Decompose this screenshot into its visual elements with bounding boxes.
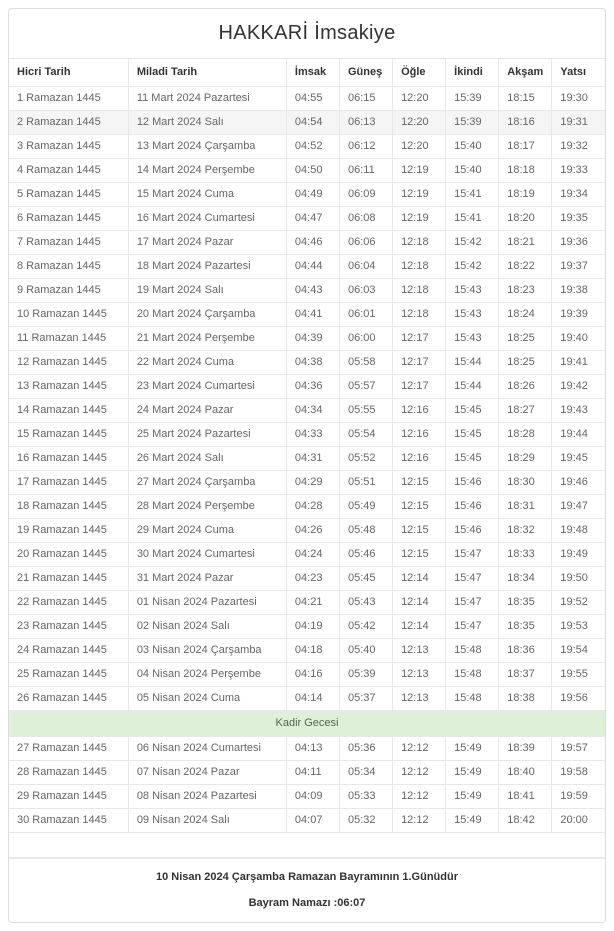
imsak-cell: 04:23 [286,567,339,591]
ikindi-cell: 15:46 [446,471,499,495]
imsak-cell: 04:28 [286,495,339,519]
hicri-date-cell: 18 Ramazan 1445 [9,495,128,519]
table-row [9,183,605,207]
aksam-cell: 18:35 [499,591,552,615]
gunes-cell: 05:39 [339,663,392,687]
table-row [9,231,605,255]
empty-cell [9,833,605,858]
hicri-date-cell: 22 Ramazan 1445 [9,591,128,615]
gunes-cell: 05:51 [339,471,392,495]
gunes-cell: 05:57 [339,375,392,399]
gunes-cell: 05:49 [339,495,392,519]
miladi-date-cell: 07 Nisan 2024 Pazar [128,761,286,785]
hicri-date-cell: 5 Ramazan 1445 [9,183,128,207]
ogle-cell: 12:20 [393,135,446,159]
hicri-date-cell: 25 Ramazan 1445 [9,663,128,687]
ikindi-cell: 15:46 [446,519,499,543]
aksam-cell: 18:31 [499,495,552,519]
ogle-cell: 12:16 [393,447,446,471]
aksam-cell: 18:38 [499,687,552,711]
ikindi-cell: 15:42 [446,255,499,279]
table-row [9,687,605,711]
ikindi-cell: 15:40 [446,135,499,159]
imsakiye-table [9,58,605,858]
ogle-cell: 12:19 [393,183,446,207]
ikindi-cell: 15:45 [446,423,499,447]
hicri-date-cell: 12 Ramazan 1445 [9,351,128,375]
miladi-date-cell: 16 Mart 2024 Cumartesi [128,207,286,231]
gunes-cell: 06:01 [339,303,392,327]
imsak-cell: 04:46 [286,231,339,255]
ogle-cell: 12:20 [393,111,446,135]
table-row [9,543,605,567]
gunes-cell: 05:36 [339,737,392,761]
imsak-cell: 04:41 [286,303,339,327]
gunes-cell: 06:03 [339,279,392,303]
table-row [9,495,605,519]
yatsi-cell: 19:50 [552,567,605,591]
hicri-date-cell: 21 Ramazan 1445 [9,567,128,591]
hicri-date-cell: 27 Ramazan 1445 [9,737,128,761]
hicri-date-cell: 28 Ramazan 1445 [9,761,128,785]
table-row [9,135,605,159]
hicri-date-cell: 19 Ramazan 1445 [9,519,128,543]
aksam-cell: 18:17 [499,135,552,159]
ogle-cell: 12:17 [393,327,446,351]
aksam-cell: 18:16 [499,111,552,135]
aksam-cell: 18:27 [499,399,552,423]
gunes-cell: 06:04 [339,255,392,279]
miladi-date-cell: 22 Mart 2024 Cuma [128,351,286,375]
hicri-date-cell: 24 Ramazan 1445 [9,639,128,663]
yatsi-cell: 19:34 [552,183,605,207]
imsak-cell: 04:52 [286,135,339,159]
imsak-cell: 04:14 [286,687,339,711]
kadir-gecesi-row [9,711,605,737]
imsak-cell: 04:54 [286,111,339,135]
ogle-cell: 12:13 [393,639,446,663]
imsak-cell: 04:24 [286,543,339,567]
ikindi-cell: 15:41 [446,183,499,207]
table-row [9,761,605,785]
hicri-date-cell: 2 Ramazan 1445 [9,111,128,135]
ikindi-cell: 15:47 [446,567,499,591]
ikindi-cell: 15:45 [446,399,499,423]
hicri-date-cell: 9 Ramazan 1445 [9,279,128,303]
gunes-cell: 05:58 [339,351,392,375]
table-header [9,59,605,87]
ikindi-cell: 15:48 [446,639,499,663]
table-row [9,423,605,447]
aksam-cell: 18:25 [499,327,552,351]
miladi-date-cell: 21 Mart 2024 Perşembe [128,327,286,351]
gunes-cell: 05:54 [339,423,392,447]
miladi-date-cell: 29 Mart 2024 Cuma [128,519,286,543]
ikindi-cell: 15:49 [446,761,499,785]
aksam-cell: 18:20 [499,207,552,231]
yatsi-cell: 19:47 [552,495,605,519]
gunes-cell: 05:43 [339,591,392,615]
yatsi-cell: 19:56 [552,687,605,711]
table-row [9,447,605,471]
ogle-cell: 12:18 [393,255,446,279]
imsak-cell: 04:31 [286,447,339,471]
ogle-cell: 12:12 [393,785,446,809]
yatsi-cell: 19:37 [552,255,605,279]
gunes-cell: 06:13 [339,111,392,135]
aksam-cell: 18:34 [499,567,552,591]
imsak-cell: 04:11 [286,761,339,785]
hicri-date-cell: 6 Ramazan 1445 [9,207,128,231]
aksam-cell: 18:32 [499,519,552,543]
miladi-date-cell: 18 Mart 2024 Pazartesi [128,255,286,279]
table-row [9,159,605,183]
imsak-cell: 04:55 [286,87,339,111]
imsak-cell: 04:47 [286,207,339,231]
imsak-cell: 04:18 [286,639,339,663]
column-header-hicri-tarih: Hicri Tarih [9,59,128,87]
column-header-imsak: İmsak [286,59,339,87]
imsak-cell: 04:09 [286,785,339,809]
bayram-namazi-time: Bayram Namazı :06:07 [248,897,366,909]
aksam-cell: 18:22 [499,255,552,279]
hicri-date-cell: 15 Ramazan 1445 [9,423,128,447]
ikindi-cell: 15:46 [446,495,499,519]
gunes-cell: 06:08 [339,207,392,231]
ogle-cell: 12:18 [393,231,446,255]
imsakiye-card [8,8,606,923]
imsak-cell: 04:26 [286,519,339,543]
ogle-cell: 12:14 [393,591,446,615]
gunes-cell: 06:11 [339,159,392,183]
ikindi-cell: 15:44 [446,375,499,399]
ogle-cell: 12:12 [393,809,446,833]
yatsi-cell: 19:30 [552,87,605,111]
empty-row [9,833,605,858]
miladi-date-cell: 27 Mart 2024 Çarşamba [128,471,286,495]
ogle-cell: 12:18 [393,303,446,327]
yatsi-cell: 19:59 [552,785,605,809]
kadir-gecesi-label: Kadir Gecesi [9,711,605,737]
spacer-section [9,833,605,858]
column-header-aksam: Akşam [499,59,552,87]
ogle-cell: 12:15 [393,519,446,543]
hicri-date-cell: 14 Ramazan 1445 [9,399,128,423]
aksam-cell: 18:24 [499,303,552,327]
imsak-cell: 04:07 [286,809,339,833]
imsak-cell: 04:43 [286,279,339,303]
yatsi-cell: 19:58 [552,761,605,785]
miladi-date-cell: 13 Mart 2024 Çarşamba [128,135,286,159]
table-row [9,809,605,833]
miladi-date-cell: 02 Nisan 2024 Salı [128,615,286,639]
ikindi-cell: 15:40 [446,159,499,183]
header-row [9,59,605,87]
bayram-note: 10 Nisan 2024 Çarşamba Ramazan Bayramının 1.Günüdür [155,871,458,883]
yatsi-cell: 19:54 [552,639,605,663]
gunes-cell: 05:45 [339,567,392,591]
yatsi-cell: 19:43 [552,399,605,423]
ikindi-cell: 15:49 [446,785,499,809]
hicri-date-cell: 29 Ramazan 1445 [9,785,128,809]
yatsi-cell: 19:32 [552,135,605,159]
imsak-cell: 04:36 [286,375,339,399]
imsak-cell: 04:49 [286,183,339,207]
column-header-ikindi: İkindi [446,59,499,87]
ikindi-cell: 15:43 [446,279,499,303]
rows-after-kadir [9,737,605,833]
hicri-date-cell: 3 Ramazan 1445 [9,135,128,159]
ikindi-cell: 15:48 [446,663,499,687]
ikindi-cell: 15:48 [446,687,499,711]
miladi-date-cell: 01 Nisan 2024 Pazartesi [128,591,286,615]
ikindi-cell: 15:49 [446,809,499,833]
table-row [9,591,605,615]
gunes-cell: 05:40 [339,639,392,663]
miladi-date-cell: 04 Nisan 2024 Perşembe [128,663,286,687]
aksam-cell: 18:15 [499,87,552,111]
gunes-cell: 05:48 [339,519,392,543]
aksam-cell: 18:25 [499,351,552,375]
aksam-cell: 18:39 [499,737,552,761]
imsak-cell: 04:19 [286,615,339,639]
aksam-cell: 18:26 [499,375,552,399]
table-row [9,87,605,111]
imsak-cell: 04:21 [286,591,339,615]
ogle-cell: 12:16 [393,399,446,423]
ikindi-cell: 15:41 [446,207,499,231]
ikindi-cell: 15:43 [446,303,499,327]
yatsi-cell: 19:57 [552,737,605,761]
ikindi-cell: 15:47 [446,543,499,567]
ogle-cell: 12:17 [393,351,446,375]
table-row [9,351,605,375]
ogle-cell: 12:14 [393,567,446,591]
hicri-date-cell: 16 Ramazan 1445 [9,447,128,471]
yatsi-cell: 19:46 [552,471,605,495]
hicri-date-cell: 7 Ramazan 1445 [9,231,128,255]
hicri-date-cell: 23 Ramazan 1445 [9,615,128,639]
miladi-date-cell: 23 Mart 2024 Cumartesi [128,375,286,399]
gunes-cell: 05:55 [339,399,392,423]
table-row [9,399,605,423]
miladi-date-cell: 24 Mart 2024 Pazar [128,399,286,423]
hicri-date-cell: 1 Ramazan 1445 [9,87,128,111]
table-row [9,615,605,639]
table-row [9,207,605,231]
gunes-cell: 05:42 [339,615,392,639]
hicri-date-cell: 8 Ramazan 1445 [9,255,128,279]
ikindi-cell: 15:44 [446,351,499,375]
table-row [9,279,605,303]
table-row [9,639,605,663]
table-row [9,375,605,399]
gunes-cell: 06:00 [339,327,392,351]
ogle-cell: 12:20 [393,87,446,111]
yatsi-cell: 19:55 [552,663,605,687]
ikindi-cell: 15:42 [446,231,499,255]
gunes-cell: 05:33 [339,785,392,809]
hicri-date-cell: 4 Ramazan 1445 [9,159,128,183]
ikindi-cell: 15:47 [446,591,499,615]
aksam-cell: 18:40 [499,761,552,785]
gunes-cell: 05:37 [339,687,392,711]
hicri-date-cell: 30 Ramazan 1445 [9,809,128,833]
yatsi-cell: 20:00 [552,809,605,833]
aksam-cell: 18:41 [499,785,552,809]
yatsi-cell: 19:31 [552,111,605,135]
ikindi-cell: 15:39 [446,111,499,135]
aksam-cell: 18:28 [499,423,552,447]
yatsi-cell: 19:44 [552,423,605,447]
ogle-cell: 12:16 [393,423,446,447]
ogle-cell: 12:17 [393,375,446,399]
imsak-cell: 04:39 [286,327,339,351]
aksam-cell: 18:21 [499,231,552,255]
hicri-date-cell: 26 Ramazan 1445 [9,687,128,711]
gunes-cell: 05:52 [339,447,392,471]
yatsi-cell: 19:53 [552,615,605,639]
ikindi-cell: 15:47 [446,615,499,639]
gunes-cell: 05:34 [339,761,392,785]
column-header-ogle: Öğle [393,59,446,87]
column-header-miladi-tarih: Miladi Tarih [128,59,286,87]
column-header-yatsi: Yatsı [552,59,605,87]
yatsi-cell: 19:35 [552,207,605,231]
yatsi-cell: 19:39 [552,303,605,327]
miladi-date-cell: 03 Nisan 2024 Çarşamba [128,639,286,663]
aksam-cell: 18:29 [499,447,552,471]
imsak-cell: 04:50 [286,159,339,183]
hicri-date-cell: 11 Ramazan 1445 [9,327,128,351]
yatsi-cell: 19:45 [552,447,605,471]
table-row [9,663,605,687]
imsak-cell: 04:38 [286,351,339,375]
hicri-date-cell: 13 Ramazan 1445 [9,375,128,399]
gunes-cell: 05:46 [339,543,392,567]
miladi-date-cell: 15 Mart 2024 Cuma [128,183,286,207]
miladi-date-cell: 25 Mart 2024 Pazartesi [128,423,286,447]
aksam-cell: 18:18 [499,159,552,183]
ikindi-cell: 15:43 [446,327,499,351]
rows-before-kadir [9,87,605,711]
ogle-cell: 12:18 [393,279,446,303]
ogle-cell: 12:15 [393,543,446,567]
ogle-cell: 12:12 [393,737,446,761]
yatsi-cell: 19:41 [552,351,605,375]
ogle-cell: 12:19 [393,207,446,231]
hicri-date-cell: 10 Ramazan 1445 [9,303,128,327]
ogle-cell: 12:14 [393,615,446,639]
imsak-cell: 04:34 [286,399,339,423]
table-footer [9,858,605,922]
miladi-date-cell: 19 Mart 2024 Salı [128,279,286,303]
ogle-cell: 12:12 [393,761,446,785]
miladi-date-cell: 12 Mart 2024 Salı [128,111,286,135]
yatsi-cell: 19:52 [552,591,605,615]
aksam-cell: 18:23 [499,279,552,303]
imsak-cell: 04:33 [286,423,339,447]
aksam-cell: 18:42 [499,809,552,833]
aksam-cell: 18:35 [499,615,552,639]
page-title: HAKKARİ İmsakiye [218,22,396,44]
aksam-cell: 18:37 [499,663,552,687]
ikindi-cell: 15:45 [446,447,499,471]
yatsi-cell: 19:42 [552,375,605,399]
ogle-cell: 12:15 [393,471,446,495]
hicri-date-cell: 20 Ramazan 1445 [9,543,128,567]
miladi-date-cell: 28 Mart 2024 Perşembe [128,495,286,519]
yatsi-cell: 19:49 [552,543,605,567]
miladi-date-cell: 06 Nisan 2024 Cumartesi [128,737,286,761]
table-row [9,111,605,135]
column-header-gunes: Güneş [339,59,392,87]
yatsi-cell: 19:38 [552,279,605,303]
gunes-cell: 05:32 [339,809,392,833]
miladi-date-cell: 05 Nisan 2024 Cuma [128,687,286,711]
aksam-cell: 18:36 [499,639,552,663]
hicri-date-cell: 17 Ramazan 1445 [9,471,128,495]
gunes-cell: 06:09 [339,183,392,207]
miladi-date-cell: 09 Nisan 2024 Salı [128,809,286,833]
table-row [9,327,605,351]
yatsi-cell: 19:48 [552,519,605,543]
ogle-cell: 12:19 [393,159,446,183]
miladi-date-cell: 11 Mart 2024 Pazartesi [128,87,286,111]
miladi-date-cell: 30 Mart 2024 Cumartesi [128,543,286,567]
table-row [9,471,605,495]
miladi-date-cell: 26 Mart 2024 Salı [128,447,286,471]
imsak-cell: 04:16 [286,663,339,687]
table-row [9,737,605,761]
yatsi-cell: 19:33 [552,159,605,183]
table-row [9,519,605,543]
miladi-date-cell: 08 Nisan 2024 Pazartesi [128,785,286,809]
table-row [9,303,605,327]
gunes-cell: 06:15 [339,87,392,111]
miladi-date-cell: 14 Mart 2024 Perşembe [128,159,286,183]
yatsi-cell: 19:36 [552,231,605,255]
ogle-cell: 12:15 [393,495,446,519]
aksam-cell: 18:33 [499,543,552,567]
imsak-cell: 04:44 [286,255,339,279]
miladi-date-cell: 31 Mart 2024 Pazar [128,567,286,591]
gunes-cell: 06:06 [339,231,392,255]
table-row [9,255,605,279]
aksam-cell: 18:30 [499,471,552,495]
table-row [9,567,605,591]
ogle-cell: 12:13 [393,687,446,711]
ogle-cell: 12:13 [393,663,446,687]
ikindi-cell: 15:49 [446,737,499,761]
ikindi-cell: 15:39 [446,87,499,111]
aksam-cell: 18:19 [499,183,552,207]
gunes-cell: 06:12 [339,135,392,159]
miladi-date-cell: 20 Mart 2024 Çarşamba [128,303,286,327]
miladi-date-cell: 17 Mart 2024 Pazar [128,231,286,255]
imsak-cell: 04:29 [286,471,339,495]
imsak-cell: 04:13 [286,737,339,761]
yatsi-cell: 19:40 [552,327,605,351]
table-row [9,785,605,809]
kadir-section [9,711,605,737]
